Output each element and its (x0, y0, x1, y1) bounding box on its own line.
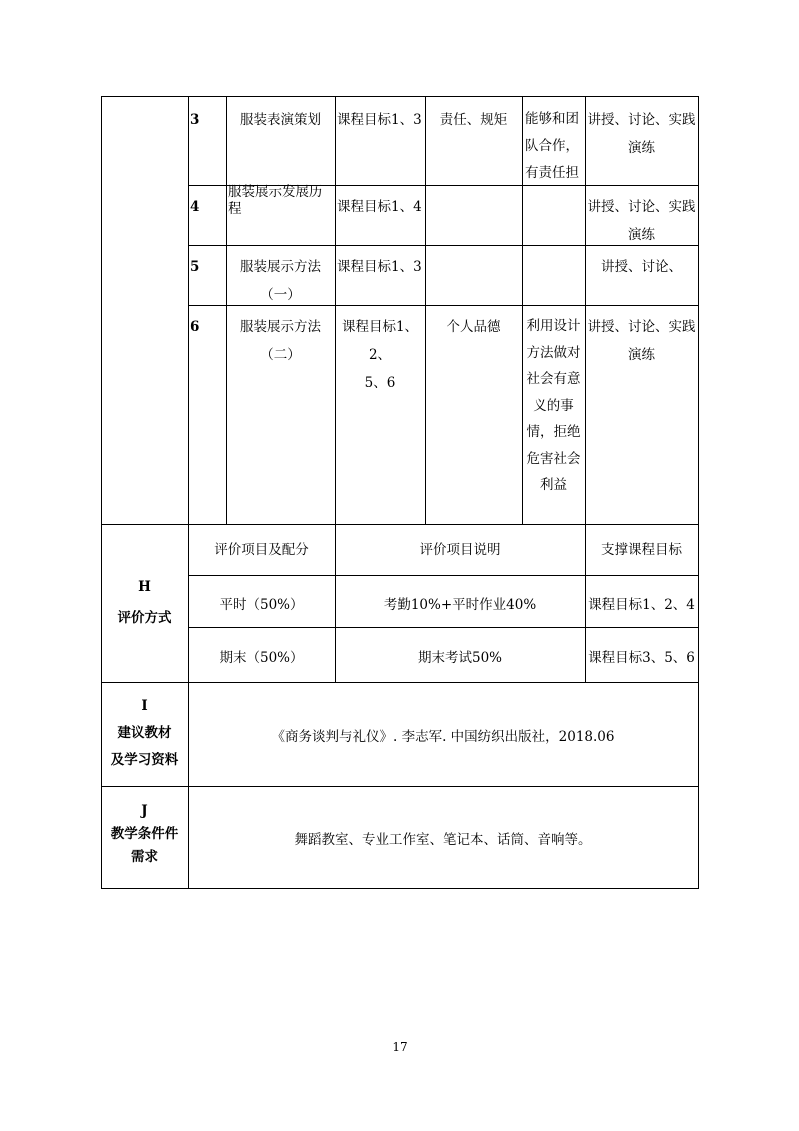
table-border-top (101, 96, 699, 97)
textbook-label: I 建议教材 及学习资料 (110, 698, 179, 768)
ideology-point-cell: 责任、规矩 (439, 112, 508, 128)
section-divider (101, 524, 699, 525)
section-divider (101, 682, 699, 683)
evaluation-header-item: 评价项目及配分 (214, 542, 309, 558)
table-border-bottom (101, 888, 699, 889)
topic-cell: 服装展示方法 （一） (240, 259, 321, 303)
method-cell: 讲授、讨论、实践 演练 (587, 199, 696, 243)
row-number: 6 (190, 319, 200, 335)
evaluation-desc: 期末考试50% (417, 650, 502, 666)
evaluation-item: 平时（50%） (219, 597, 304, 613)
table-border-right (698, 96, 699, 889)
goals-cell: 课程目标1、4 (337, 199, 422, 215)
column-divider (226, 96, 227, 524)
column-divider (425, 96, 426, 524)
evaluation-item: 期末（50%） (219, 650, 304, 666)
ideology-goal-cell: 能够和团 队合作， 有责任担 (525, 111, 579, 181)
goals-cell: 课程目标1、2、 5、6 (341, 319, 419, 391)
goals-cell: 课程目标1、3 (337, 259, 422, 275)
row-divider (188, 575, 699, 576)
row-number: 5 (190, 259, 200, 275)
method-cell: 讲授、讨论、实践 演练 (587, 112, 696, 156)
conditions-content: 舞蹈教室、专业工作室、笔记本、话筒、音响等。 (294, 832, 592, 848)
evaluation-header-goals: 支撑课程目标 (601, 542, 682, 558)
row-number: 3 (190, 112, 200, 128)
textbook-content: 《商务谈判与礼仪》. 李志军. 中国纺织出版社，2018.06 (271, 729, 615, 745)
evaluation-goals: 课程目标3、5、6 (588, 650, 695, 666)
evaluation-goals: 课程目标1、2、4 (588, 597, 695, 613)
page-number: 17 (392, 1040, 408, 1054)
row-number: 4 (190, 199, 200, 215)
topic-cell: 服装表演策划 (240, 112, 321, 128)
section-divider (101, 786, 699, 787)
topic-cell: 服装展示方法 （二） (240, 319, 321, 363)
column-divider (188, 96, 189, 889)
conditions-label: J 教学条件件 需求 (110, 803, 179, 865)
method-cell: 讲授、讨论、 (601, 259, 682, 275)
goals-cell: 课程目标1、3 (337, 112, 422, 128)
evaluation-header-desc: 评价项目说明 (419, 542, 501, 558)
method-cell: 讲授、讨论、实践 演练 (587, 319, 696, 363)
evaluation-label: H 评价方式 (117, 579, 172, 626)
ideology-point-cell: 个人品德 (446, 319, 501, 335)
evaluation-desc: 考勤10%+平时作业40% (383, 597, 537, 613)
row-divider (188, 627, 699, 628)
ideology-goal-cell: 利用设计 方法做对 社会有意 义的事 情，拒绝 危害社会 利益 (526, 318, 581, 493)
topic-cell: 服装展示发展历 程 (228, 184, 323, 217)
